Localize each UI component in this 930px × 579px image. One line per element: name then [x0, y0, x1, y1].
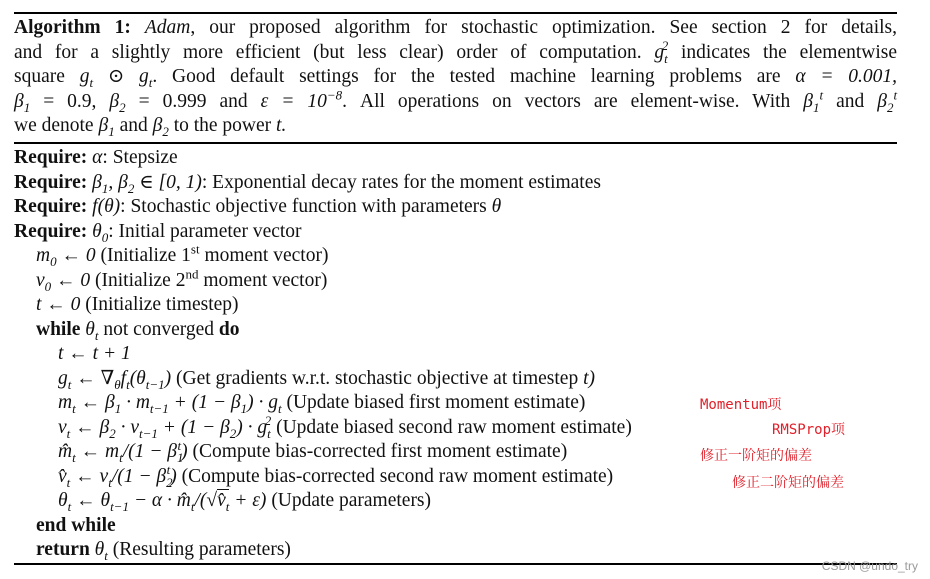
caption-math-beta2t: $\beta_2^t$	[877, 87, 898, 115]
caption-math-beta1: $\beta_1$	[14, 90, 31, 115]
caption-text-2b: indicates the elementwise	[680, 41, 898, 63]
middle-rule	[14, 142, 897, 144]
step-text: (Update biased second raw moment estimate)	[276, 416, 632, 438]
step-math: $v̂_t$ ← $v_t/(1 - \beta_2^t)$	[58, 462, 177, 490]
algorithm-label: Algorithm 1:	[14, 17, 131, 38]
require-row	[14, 171, 897, 196]
step-math: $g_t$ ← $\nabla_\theta f_t(\theta_{t-1})$	[58, 367, 172, 392]
step-text: (Initialize timestep)	[85, 294, 239, 315]
caption-text-3b: . Good default settings for the tested machine learning problems are	[152, 66, 781, 87]
algorithm-caption	[14, 16, 897, 139]
annotation-momentum: Momentum项	[700, 397, 782, 413]
caption-text-4e: . All operations on vectors are element-wise. With	[342, 90, 791, 112]
step-row	[14, 367, 897, 392]
step-text: (Initialize 1	[100, 245, 191, 266]
require-text: : Stochastic objective function with parameters	[120, 196, 487, 217]
caption-math-b2: $\beta_2$	[152, 115, 169, 139]
caption-line-2	[14, 38, 898, 66]
caption-math-beta2: $\beta_2$	[109, 90, 126, 115]
step-math: $\theta_t$	[94, 539, 108, 563]
step-row	[14, 413, 897, 441]
require-text: : Initial parameter vector	[108, 220, 302, 242]
watermark: CSDN @undo_try	[821, 559, 918, 573]
step-text: (Update biased first moment estimate)	[286, 392, 586, 413]
step-sup: nd	[185, 266, 199, 281]
return-keyword: return	[36, 539, 90, 560]
require-row	[14, 195, 897, 220]
caption-line-5	[14, 114, 897, 139]
step-math: $m_t$ ← $\beta_1 \cdot m_{t-1} + (1 - \beta_1) \cdot g_t$	[58, 392, 282, 416]
step-text: (Compute bias-corrected second raw moment estimate)	[181, 465, 614, 487]
require-keyword: Require:	[14, 220, 88, 242]
caption-math-t: t.	[276, 115, 287, 136]
caption-math-gt2: $g_t^2$	[654, 38, 669, 66]
caption-math-alpha: α = 0.001,	[795, 66, 898, 87]
init-v-row	[14, 266, 897, 294]
step-math: $\theta_t$ ← $\theta_{t-1} - \alpha$ · $m̂_t/(√v̂_t + \varepsilon)$	[58, 490, 267, 514]
caption-text-5a: we denote	[14, 115, 94, 136]
require-math: $\beta_1$, $\beta_2$ ∈ [0, 1)	[92, 171, 202, 196]
step-math: t ← 0	[36, 294, 81, 315]
require-math: α	[92, 147, 103, 168]
step-math: $\theta_t$	[85, 318, 99, 343]
require-text: : Exponential decay rates for the moment estimates	[201, 171, 601, 193]
step-text: (Resulting parameters)	[112, 539, 291, 560]
require-keyword: Require:	[14, 196, 88, 217]
step-math: t ← t + 1	[58, 343, 131, 364]
annotation-bias-second: 修正二阶矩的偏差	[732, 475, 844, 491]
caption-text-4c: = 0.999 and	[138, 90, 248, 112]
require-text: : Stepsize	[102, 147, 178, 168]
step-text: moment vector)	[204, 245, 329, 266]
step-text: (Update parameters)	[271, 490, 432, 511]
step-text: (Compute bias-corrected first moment estimate)	[192, 441, 568, 462]
while-row	[14, 318, 897, 343]
step-math: $m_0$ ← 0	[36, 245, 96, 269]
do-keyword: do	[218, 318, 240, 340]
require-math: f(θ)	[92, 196, 121, 217]
step-row	[14, 489, 897, 514]
require-row	[14, 220, 897, 245]
bottom-rule	[14, 563, 897, 565]
caption-text-5b: and	[119, 115, 148, 136]
require-math: $\theta_0$	[92, 220, 109, 245]
caption-text-5c: to the power	[173, 115, 272, 136]
init-m-row	[14, 241, 897, 269]
require-keyword: Require:	[14, 147, 88, 168]
step-row	[14, 342, 897, 367]
step-math: $m̂_t$ ← $m_t/(1 - \beta_1^t)$	[58, 437, 188, 465]
caption-math-b1: $\beta_1$	[98, 115, 115, 139]
step-text: (Initialize 2	[95, 269, 186, 291]
end-while-row	[14, 514, 897, 539]
while-keyword: while	[36, 318, 81, 340]
init-t-row	[14, 293, 897, 318]
annotation-rmsprop: RMSProp项	[772, 422, 846, 438]
step-text: (Get gradients w.r.t. stochastic objective at timestep	[176, 367, 579, 389]
caption-line-3	[14, 65, 897, 90]
require-keyword: Require:	[14, 171, 88, 193]
algorithm-body	[14, 146, 897, 563]
caption-text-1: , our proposed algorithm for stochastic optimization. See section 2 for details,	[190, 17, 897, 38]
step-math: $v_t$ ← $\beta_2 \cdot v_{t-1} + (1 - \beta_2) \cdot g_t^2$	[58, 413, 272, 441]
annotation-bias-first: 修正一阶矩的偏差	[700, 448, 812, 464]
caption-math-gt-odot: $g_t$ ⊙ $g_t$	[79, 66, 153, 90]
require-row	[14, 146, 897, 171]
caption-math-eps: $\varepsilon = 10^{-8}$	[260, 87, 343, 112]
caption-text-2: and for a slightly more efficient (but less clear) order of computation.	[14, 41, 642, 63]
step-math: t)	[583, 367, 595, 389]
caption-text-3a: square	[14, 66, 65, 87]
top-rule	[14, 12, 897, 14]
return-row	[14, 538, 897, 563]
caption-line-4	[14, 87, 898, 115]
algorithm-name: Adam	[144, 17, 191, 38]
step-text: moment vector)	[203, 269, 328, 291]
caption-text-4b: = 0.9,	[43, 90, 97, 112]
require-math: θ	[491, 196, 502, 217]
step-math: $v_0$ ← 0	[36, 269, 91, 294]
end-while-keyword: end while	[36, 514, 116, 536]
caption-line-1	[14, 16, 897, 41]
caption-math-beta1t: $\beta_1^t$	[803, 87, 824, 115]
step-text: not converged	[103, 318, 215, 340]
caption-text-4f: and	[836, 90, 865, 112]
step-sup: st	[190, 241, 200, 257]
